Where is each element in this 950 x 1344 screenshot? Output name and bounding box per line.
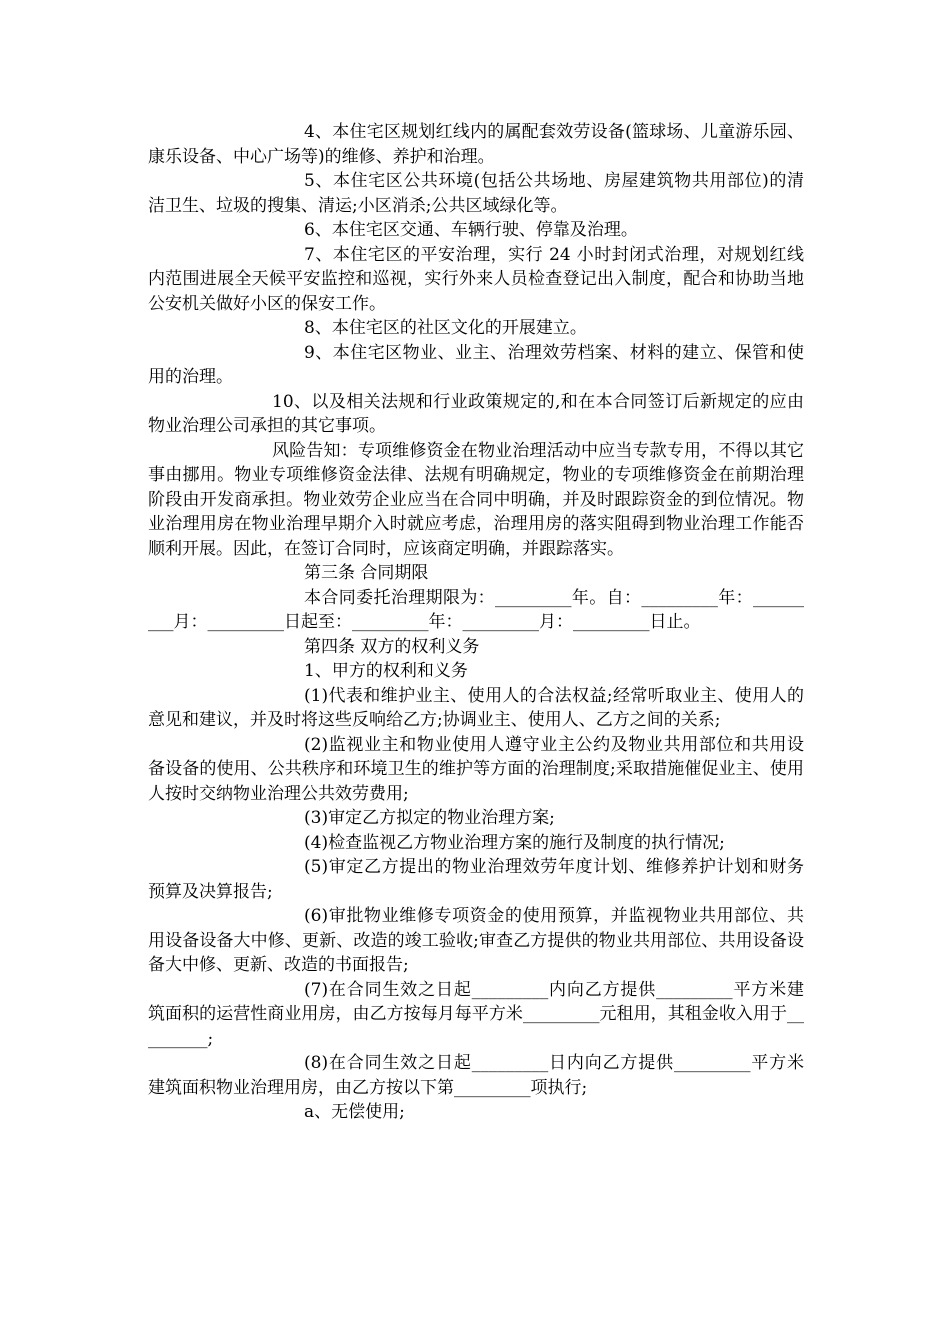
document-body	[148, 120, 804, 1125]
section-heading-article-3: 第三条 合同期限	[304, 563, 429, 583]
paragraph-item-8: 8、本住宅区的社区文化的开展建立。	[304, 318, 587, 338]
clause-3: (3)审定乙方拟定的物业治理方案;	[304, 808, 555, 828]
clause-7: (7)在合同生效之日起_________内向乙方提供_________平方米建筑面积的运营性商业用房，由乙方按每月每平方米_________元租用，其租金收入用于_________;	[148, 979, 804, 1049]
paragraph-item-6: 6、本住宅区交通、车辆行驶、停靠及治理。	[304, 220, 638, 240]
clause-8-option-a: a、无偿使用;	[304, 1102, 405, 1122]
clause-6: (6)审批物业维修专项资金的使用预算，并监视物业共用部位、共用设备设备大中修、更新、改造的竣工验收;审查乙方提供的物业共用部位、共用设备设备大中修、更新、改造的书面报告;	[148, 906, 804, 975]
paragraph-item-5: 5、本住宅区公共环境(包括公共场地、房屋建筑物共用部位)的清洁卫生、垃圾的搜集、清运;小区消杀;公共区域绿化等。	[148, 171, 804, 216]
paragraph-item-9: 9、本住宅区物业、业主、治理效劳档案、材料的建立、保管和使用的治理。	[148, 342, 804, 387]
clause-2: (2)监视业主和物业使用人遵守业主公约及物业共用部位和共用设备设备的使用、公共秩序和环境卫生的维护等方面的治理制度;采取措施催促业主、使用人按时交纳物业治理公共效劳费用;	[148, 734, 804, 804]
paragraph-item-10: 10、以及相关法规和行业政策规定的,和在本合同签订后新规定的应由物业治理公司承担的其它事项。	[148, 391, 804, 436]
section-heading-article-4: 第四条 双方的权利义务	[304, 636, 480, 657]
paragraph-item-4: 4、本住宅区规划红线内的属配套效劳设备(篮球场、儿童游乐园、康乐设备、中心广场等)的维修、养护和治理。	[148, 122, 804, 167]
subsection-heading-party-a: 1、甲方的权利和义务	[304, 661, 468, 681]
clause-1: (1)代表和维护业主、使用人的合法权益;经常听取业主、使用人的意见和建议，并及时将这些反响给乙方;协调业主、使用人、乙方之间的关系;	[148, 685, 804, 730]
clause-8: (8)在合同生效之日起_________日内向乙方提供_________平方米建筑面积物业治理用房，由乙方按以下第_________项执行;	[148, 1053, 804, 1098]
clause-5: (5)审定乙方提出的物业治理效劳年度计划、维修养护计划和财务预算及决算报告;	[148, 857, 804, 902]
contract-term-paragraph: 本合同委托治理期限为：_________年。自：_________年：_________月：_________日起至：_________年：_________月：_________日止。	[148, 587, 804, 632]
risk-notice-paragraph: 风险告知：专项维修资金在物业治理活动中应当专款专用，不得以其它事由挪用。物业专项维修资金法律、法规有明确规定，物业的专项维修资金在前期治理阶段由开发商承担。物业效劳企业应当在合同中明确，并及时跟踪资金的到位情况。物业治理用房在物业治理早期介入时就应考虑，治理用房的落实阻碍到物业治理工作能否顺利开展。因此，在签订合同时，应该商定明确，并跟踪落实。	[148, 440, 804, 559]
paragraph-item-7: 7、本住宅区的平安治理，实行 24 小时封闭式治理，对规划红线内范围进展全天候平安监控和巡视，实行外来人员检查登记出入制度，配合和协助当地公安机关做好小区的保安工作。	[148, 244, 804, 314]
clause-4: (4)检查监视乙方物业治理方案的施行及制度的执行情况;	[304, 832, 725, 853]
